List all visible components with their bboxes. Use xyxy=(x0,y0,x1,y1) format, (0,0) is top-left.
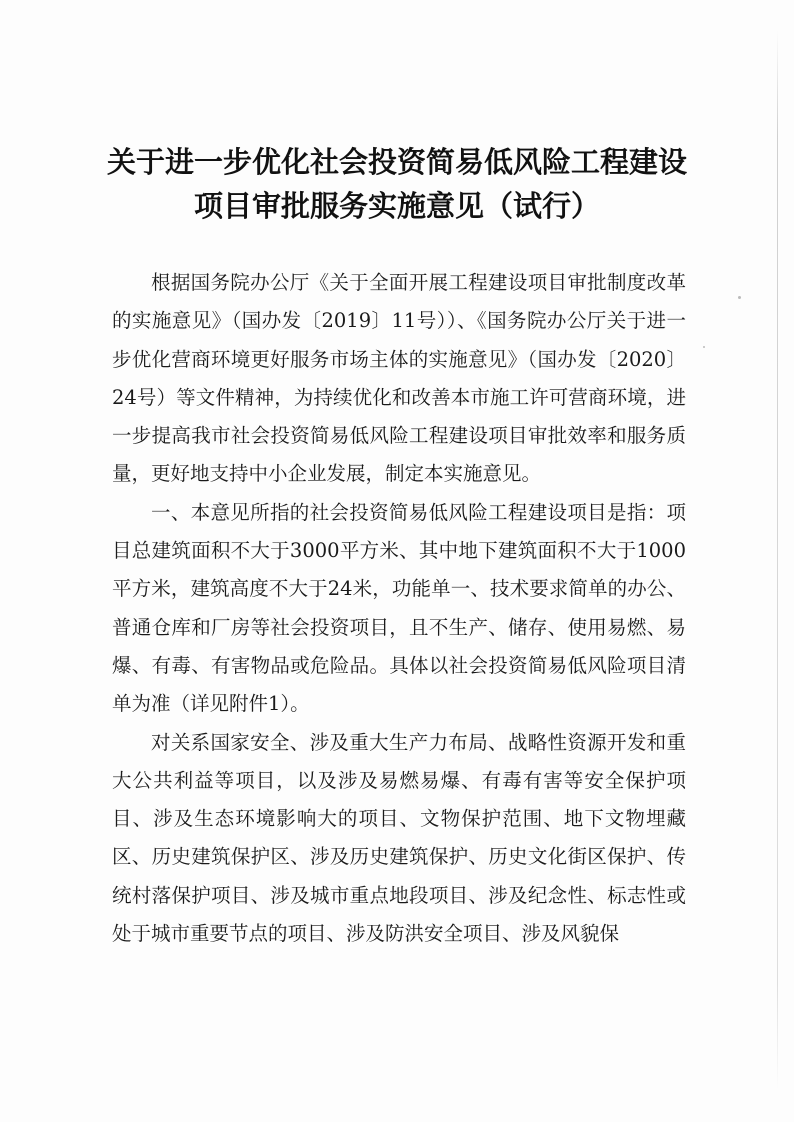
paragraph-preamble: 根据国务院办公厅《关于全面开展工程建设项目审批制度改革的实施意见》（国办发〔2019〕11号））、《国务院办公厅关于进一步优化营商环境更好服务市场主体的实施意见》（国办发〔2020〕24号）等文件精神，为持续优化和改善本市施工许可营商环境，进一步提高我市社会投资简易低风险工程建设项目审批效率和服务质量，更好地支持中小企业发展，制定本实施意见。 xyxy=(112,271,686,486)
document-body xyxy=(112,264,686,953)
paragraph-exclusions: 对关系国家安全、涉及重大生产力布局、战略性资源开发和重大公共利益等项目，以及涉及易燃易爆、有毒有害等安全保护项目、涉及生态环境影响大的项目、文物保护范围、地下文物埋藏区、历史建筑保护区、涉及历史建筑保护、历史文化街区保护、传统村落保护项目、涉及城市重点地段项目、涉及纪念性、标志性或处于城市重要节点的项目、涉及防洪安全项目、涉及风貌保 xyxy=(112,730,686,946)
scan-speck xyxy=(738,296,741,299)
scan-speck xyxy=(703,346,705,348)
scan-edge-line xyxy=(777,30,778,1090)
document-title-line-1: 关于进一步优化社会投资简易低风险工程建设 xyxy=(106,145,687,179)
document-title-line-2: 项目审批服务实施意见（试行） xyxy=(193,189,600,223)
paragraph-section-1: 一、本意见所指的社会投资简易低风险工程建设项目是指：项目总建筑面积不大于3000平方米、其中地下建筑面积不大于1000平方米，建筑高度不大于24米，功能单一、技术要求简单的办公、普通仓库和厂房等社会投资项目，且不生产、储存、使用易燃、易爆、有毒、有害物品或危险品。具体以社会投资简易低风险项目清单为准（详见附件1）。 xyxy=(112,500,686,716)
